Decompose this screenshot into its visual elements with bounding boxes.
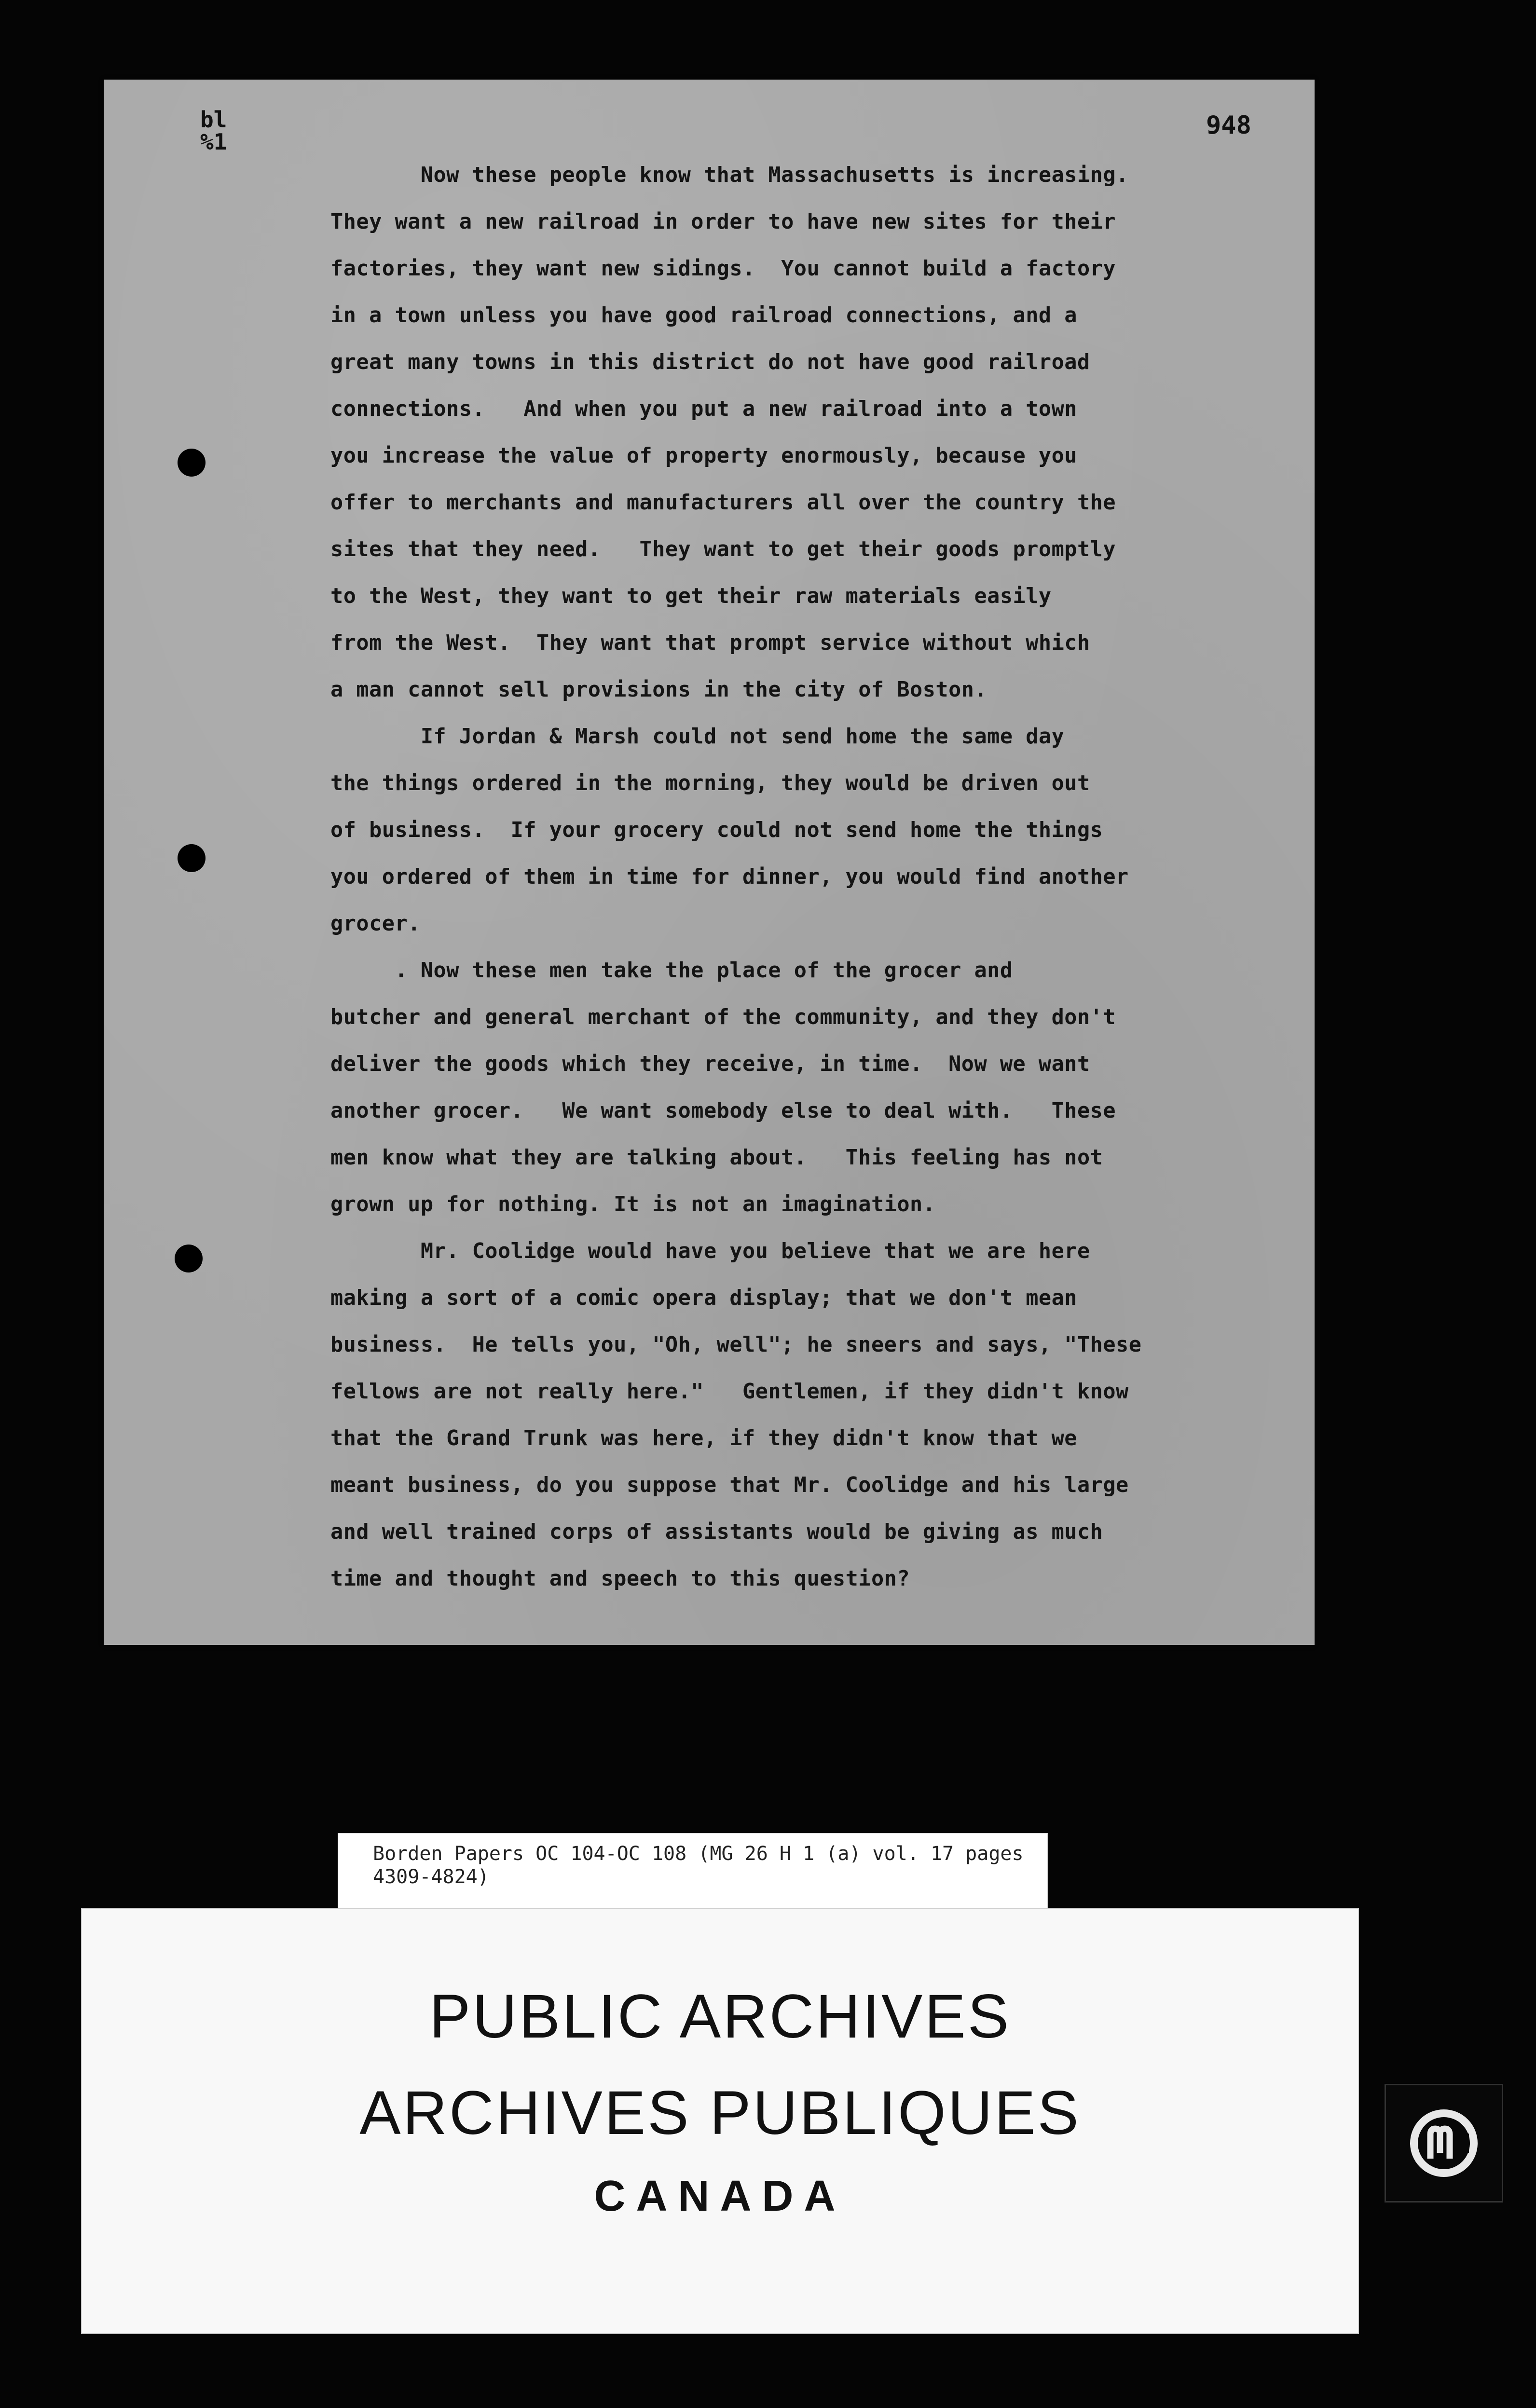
logo-mark-icon (1405, 2105, 1482, 2182)
text-line: from the West. They want that prompt service without which (330, 631, 1090, 655)
text-line: factories, they want new sidings. You cannot build a factory (330, 257, 1116, 281)
document-body (330, 152, 1315, 1602)
text-line: the things ordered in the morning, they would be driven out (330, 771, 1090, 795)
text-line: that the Grand Trunk was here, if they didn't know that we (330, 1426, 1077, 1450)
text-line: butcher and general merchant of the community, and they don't (330, 1005, 1116, 1029)
text-line: a man cannot sell provisions in the city of Boston. (330, 678, 987, 702)
text-line: and well trained corps of assistants would be giving as much (330, 1520, 1103, 1544)
text-line: Mr. Coolidge would have you believe that we are here (330, 1239, 1090, 1263)
text-line: meant business, do you suppose that Mr. Coolidge and his large (330, 1473, 1129, 1497)
text-line: great many towns in this district do not have good railroad (330, 350, 1090, 374)
archives-card (81, 1908, 1359, 2334)
text-line: of business. If your grocery could not send home the things (330, 818, 1103, 842)
punch-hole (178, 449, 206, 477)
text-line: grown up for nothing. It is not an imagination. (330, 1192, 936, 1217)
text-line: another grocer. We want somebody else to deal with. These (330, 1099, 1116, 1123)
text-line: business. He tells you, "Oh, well"; he sneers and says, "These (330, 1333, 1142, 1357)
page-number: 948 (1206, 111, 1251, 140)
corner-mark: bl %1 (200, 107, 227, 155)
text-line: you increase the value of property enormously, because you (330, 444, 1077, 468)
text-line: connections. And when you put a new railroad into a town (330, 397, 1077, 421)
document-page (104, 80, 1315, 1645)
punch-hole (175, 1245, 203, 1272)
text-line: fellows are not really here." Gentlemen, if they didn't know (330, 1380, 1129, 1404)
archives-canada-logo-icon (1385, 2084, 1503, 2203)
text-line: men know what they are talking about. This feeling has not (330, 1146, 1103, 1170)
text-line: in a town unless you have good railroad connections, and a (330, 303, 1077, 328)
archives-title-english: PUBLIC ARCHIVES (429, 1982, 1011, 2051)
text-line: deliver the goods which they receive, in time. Now we want (330, 1052, 1090, 1076)
punch-hole (178, 844, 206, 872)
text-line: to the West, they want to get their raw materials easily (330, 584, 1052, 608)
text-line: time and thought and speech to this question? (330, 1567, 910, 1591)
reference-slip (338, 1833, 1048, 1909)
text-line: If Jordan & Marsh could not send home the same day (330, 725, 1065, 749)
text-line: grocer. (330, 912, 421, 936)
reference-text: Borden Papers OC 104-OC 108 (MG 26 H 1 (a) vol. 17 pages 4309-4824) (373, 1843, 1024, 1888)
text-line: sites that they need. They want to get their goods promptly (330, 537, 1116, 561)
text-line: making a sort of a comic opera display; that we don't mean (330, 1286, 1077, 1310)
text-line: Now these people know that Massachusetts is increasing. (330, 163, 1129, 187)
archives-country: CANADA (594, 2172, 846, 2220)
archives-title-french: ARCHIVES PUBLIQUES (359, 2079, 1081, 2148)
text-line: you ordered of them in time for dinner, you would find another (330, 865, 1129, 889)
text-line: They want a new railroad in order to have new sites for their (330, 210, 1116, 234)
text-line: . Now these men take the place of the grocer and (330, 958, 1013, 983)
text-line: offer to merchants and manufacturers all over the country the (330, 491, 1116, 515)
